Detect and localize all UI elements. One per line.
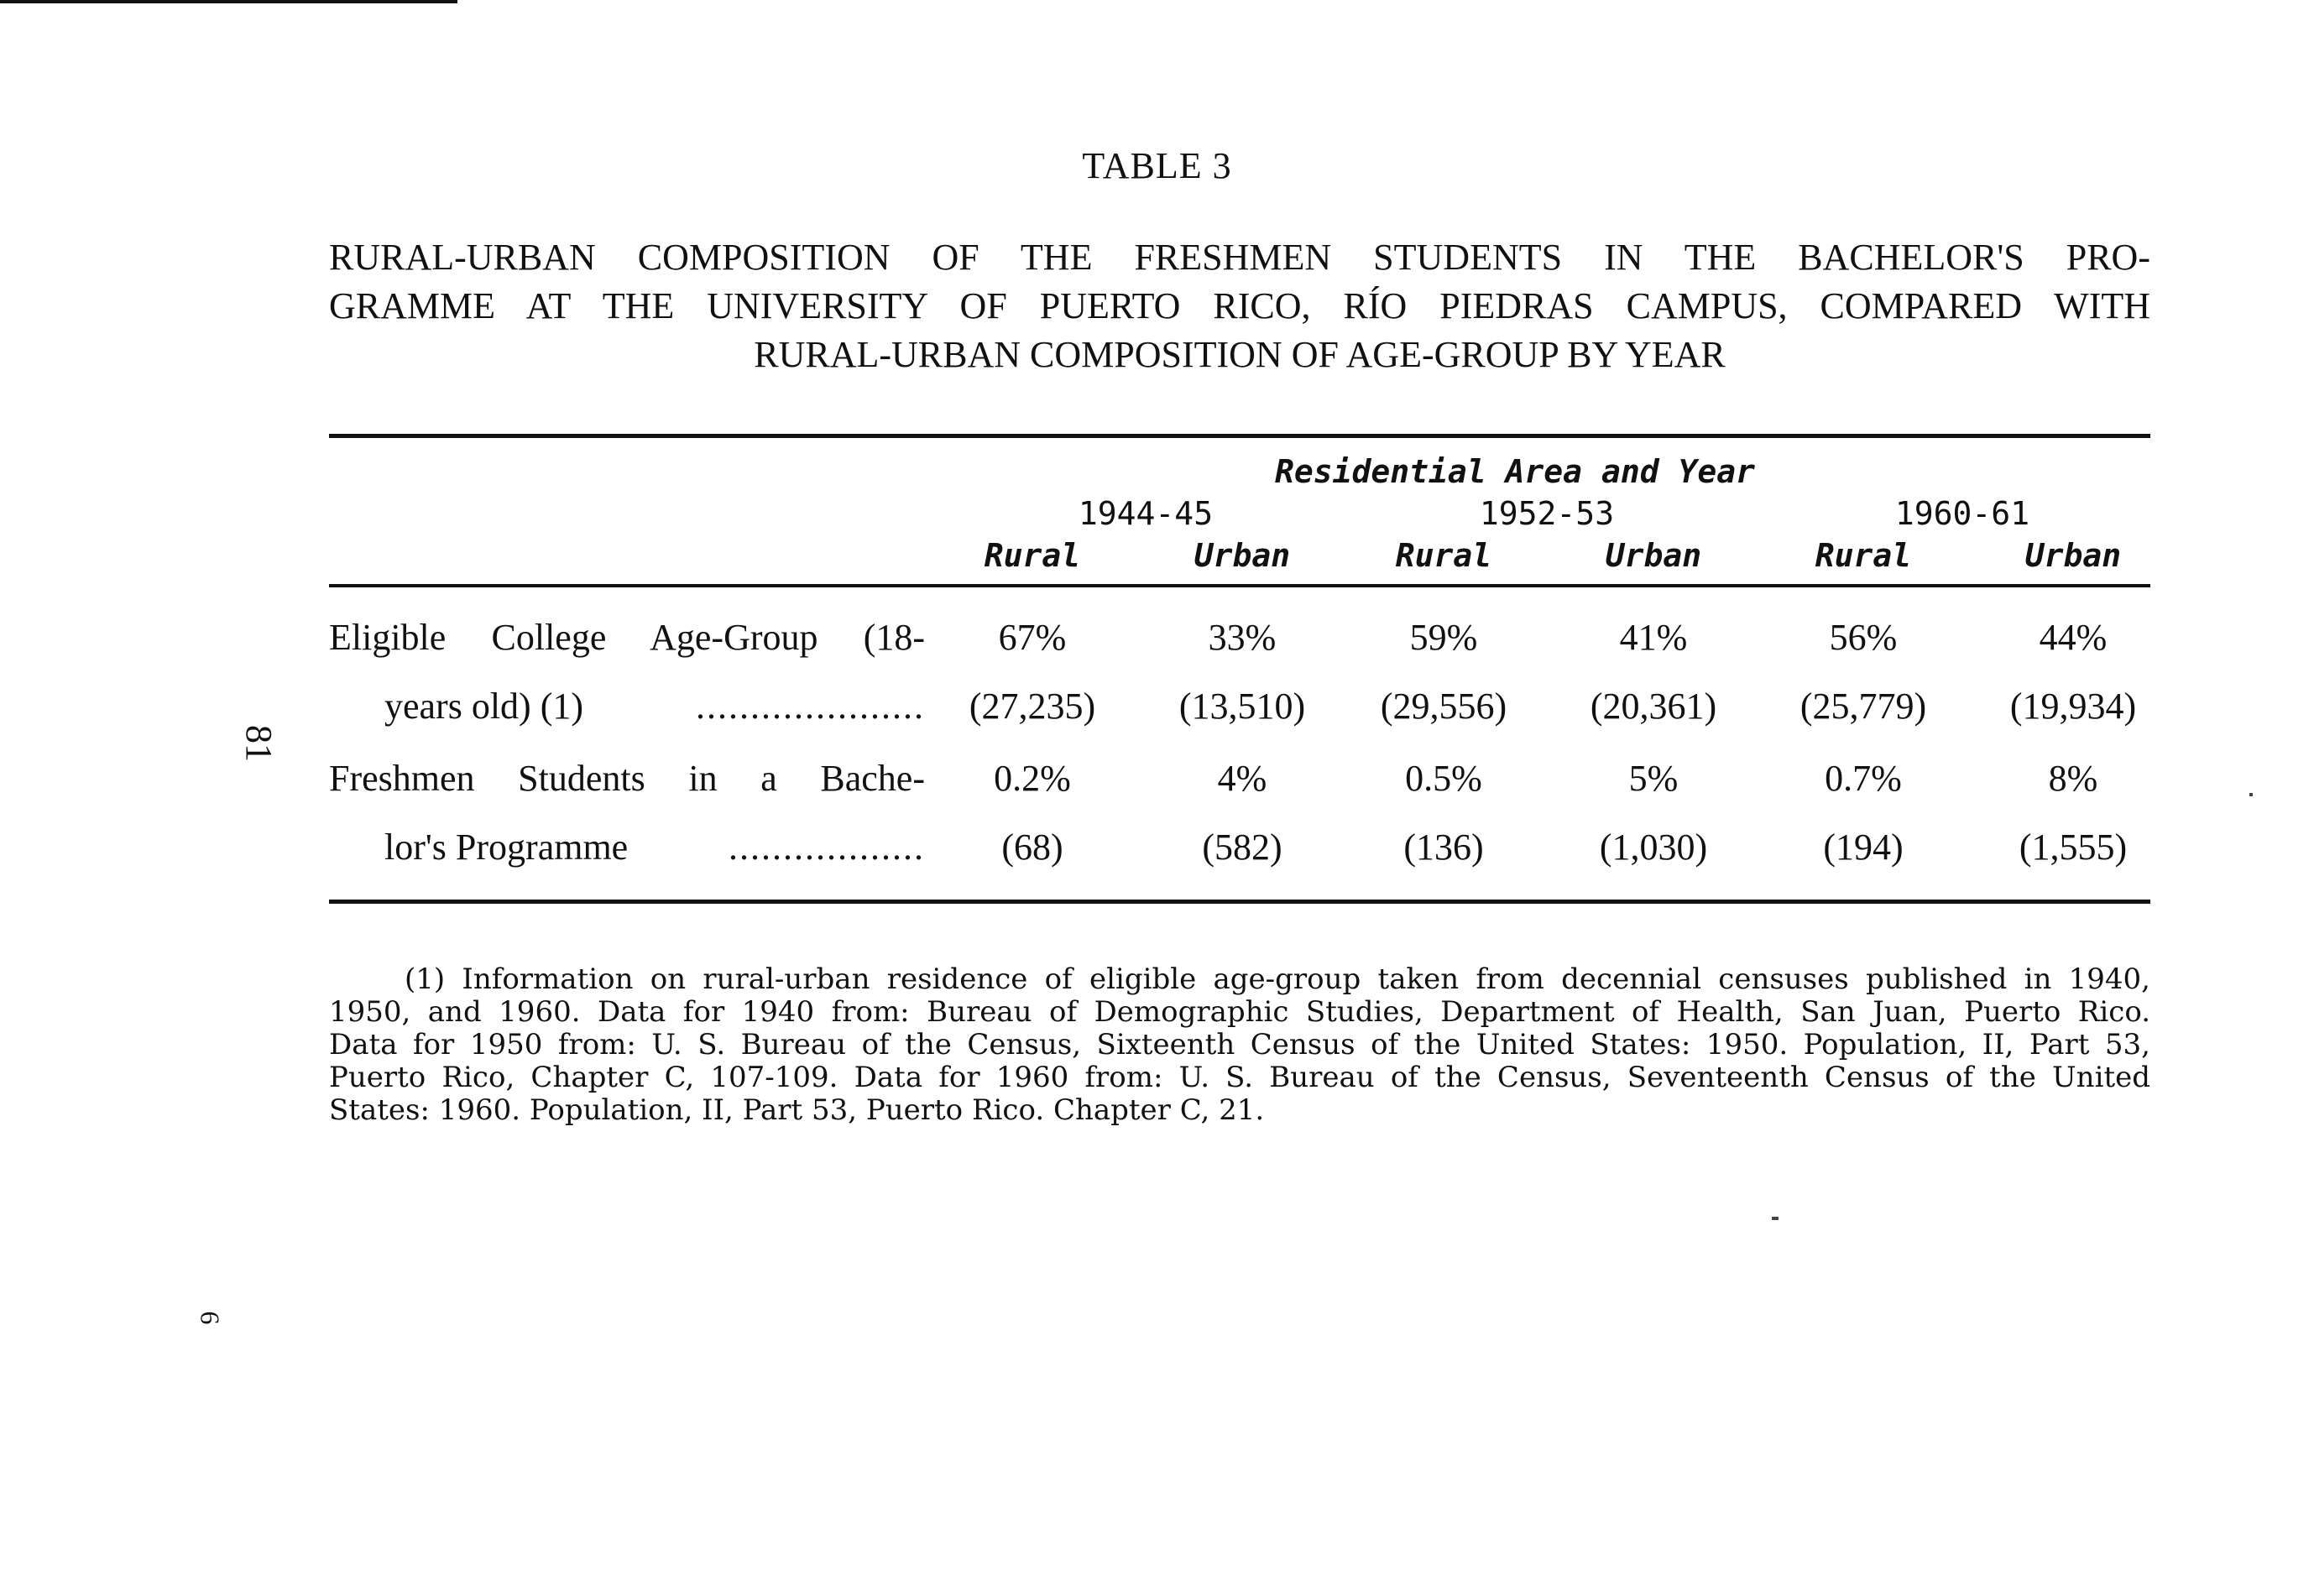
footnote-line-5: States: 1960. Population, II, Part 53, Puerto Rico. Chapter C, 21. xyxy=(329,1093,1265,1127)
table-top-rule xyxy=(329,434,2150,438)
table-footnote xyxy=(329,963,2150,1127)
cell-freshmen-count-rural-1944: (68) xyxy=(1001,827,1063,868)
cell-freshmen-pct-rural-1960: 0.7% xyxy=(1825,758,1902,799)
year-header-1960-61: 1960-61 xyxy=(1894,495,2030,532)
col-header-urban-1960: Urban xyxy=(2024,537,2122,574)
col-header-urban-1952: Urban xyxy=(1605,537,1702,574)
scan-speck xyxy=(2249,793,2253,796)
cell-eligible-count-urban-1960: (19,934) xyxy=(2009,686,2137,727)
footnote-line-4: Puerto Rico, Chapter C, 107-109. Data for 1960 from: U. S. Bureau of the Census, Seventeenth Census of the United xyxy=(329,1061,2150,1094)
cell-eligible-pct-urban-1944: 33% xyxy=(1208,617,1277,658)
col-header-rural-1944: Rural xyxy=(984,537,1081,574)
cell-eligible-pct-urban-1960: 44% xyxy=(2039,617,2108,658)
page-number: 81 xyxy=(238,725,279,762)
footnote-line-3: Data for 1950 from: U. S. Bureau of the Census, Sixteenth Census of the United States: 1950. Population, II, Part 53, xyxy=(329,1028,2150,1061)
col-header-urban-1944: Urban xyxy=(1194,537,1291,574)
cell-freshmen-count-urban-1944: (582) xyxy=(1202,827,1282,868)
cell-eligible-pct-rural-1960: 56% xyxy=(1829,617,1898,658)
cell-freshmen-pct-urban-1952: 5% xyxy=(1628,758,1679,799)
table-title-line-3: RURAL-URBAN COMPOSITION OF AGE-GROUP BY YEAR xyxy=(754,334,1726,375)
row-label-freshmen-text: lor's Programme xyxy=(384,827,629,868)
row-label-eligible-text: years old) (1) xyxy=(384,686,584,727)
table-title-line-2: GRAMME AT THE UNIVERSITY OF PUERTO RICO, RÍO PIEDRAS CAMPUS, COMPARED WITH xyxy=(329,285,2150,326)
footnote-line-1: (1) Information on rural-urban residence of eligible age-group taken from decennial censuses published in 1940, xyxy=(405,962,2150,996)
cell-eligible-count-urban-1944: (13,510) xyxy=(1178,686,1306,727)
cell-eligible-pct-rural-1944: 67% xyxy=(998,617,1067,658)
table-header-rule xyxy=(329,584,2150,587)
cell-freshmen-count-rural-1952: (136) xyxy=(1403,827,1484,868)
row-label-eligible-line-2 xyxy=(384,685,925,728)
cell-freshmen-count-urban-1960: (1,555) xyxy=(2019,827,2128,868)
cell-eligible-pct-urban-1952: 41% xyxy=(1619,617,1688,658)
col-header-rural-1952: Rural xyxy=(1395,537,1492,574)
table-number: TABLE 3 xyxy=(1082,145,1232,186)
cell-freshmen-pct-urban-1960: 8% xyxy=(2048,758,2098,799)
cell-freshmen-pct-urban-1944: 4% xyxy=(1217,758,1267,799)
cell-freshmen-count-rural-1960: (194) xyxy=(1823,827,1904,868)
cell-freshmen-pct-rural-1952: 0.5% xyxy=(1405,758,1482,799)
table-title-line-1: RURAL-URBAN COMPOSITION OF THE FRESHMEN STUDENTS IN THE BACHELOR'S PRO- xyxy=(329,237,2150,278)
col-header-rural-1960: Rural xyxy=(1815,537,1912,574)
cell-eligible-pct-rural-1952: 59% xyxy=(1409,617,1478,658)
cell-freshmen-count-urban-1952: (1,030) xyxy=(1599,827,1708,868)
table-bottom-rule xyxy=(329,900,2150,904)
cell-eligible-count-rural-1952: (29,556) xyxy=(1380,686,1507,727)
scan-speck xyxy=(1772,1217,1779,1220)
cell-eligible-count-urban-1952: (20,361) xyxy=(1590,686,1717,727)
year-header-1944-45: 1944-45 xyxy=(1078,495,1214,532)
table-title xyxy=(329,233,2150,379)
leader-dots: ..................... xyxy=(696,686,925,727)
cell-eligible-count-rural-1944: (27,235) xyxy=(969,686,1096,727)
top-edge-rule xyxy=(0,0,457,3)
row-label-freshmen-line-1: Freshmen Students in a Bache- xyxy=(329,758,925,799)
cell-eligible-count-rural-1960: (25,779) xyxy=(1799,686,1927,727)
footnote-line-2: 1950, and 1960. Data for 1940 from: Bureau of Demographic Studies, Department of Health, San Juan, Puerto Rico. xyxy=(329,995,2150,1029)
leader-dots: .................. xyxy=(729,827,925,868)
cell-freshmen-pct-rural-1944: 0.2% xyxy=(994,758,1071,799)
margin-mark: 6 xyxy=(195,1311,226,1325)
row-label-freshmen-line-2 xyxy=(384,826,925,868)
column-spanner-heading: Residential Area and Year xyxy=(1275,453,1755,490)
row-label-eligible-line-1: Eligible College Age-Group (18- xyxy=(329,617,925,658)
year-header-1952-53: 1952-53 xyxy=(1479,495,1615,532)
